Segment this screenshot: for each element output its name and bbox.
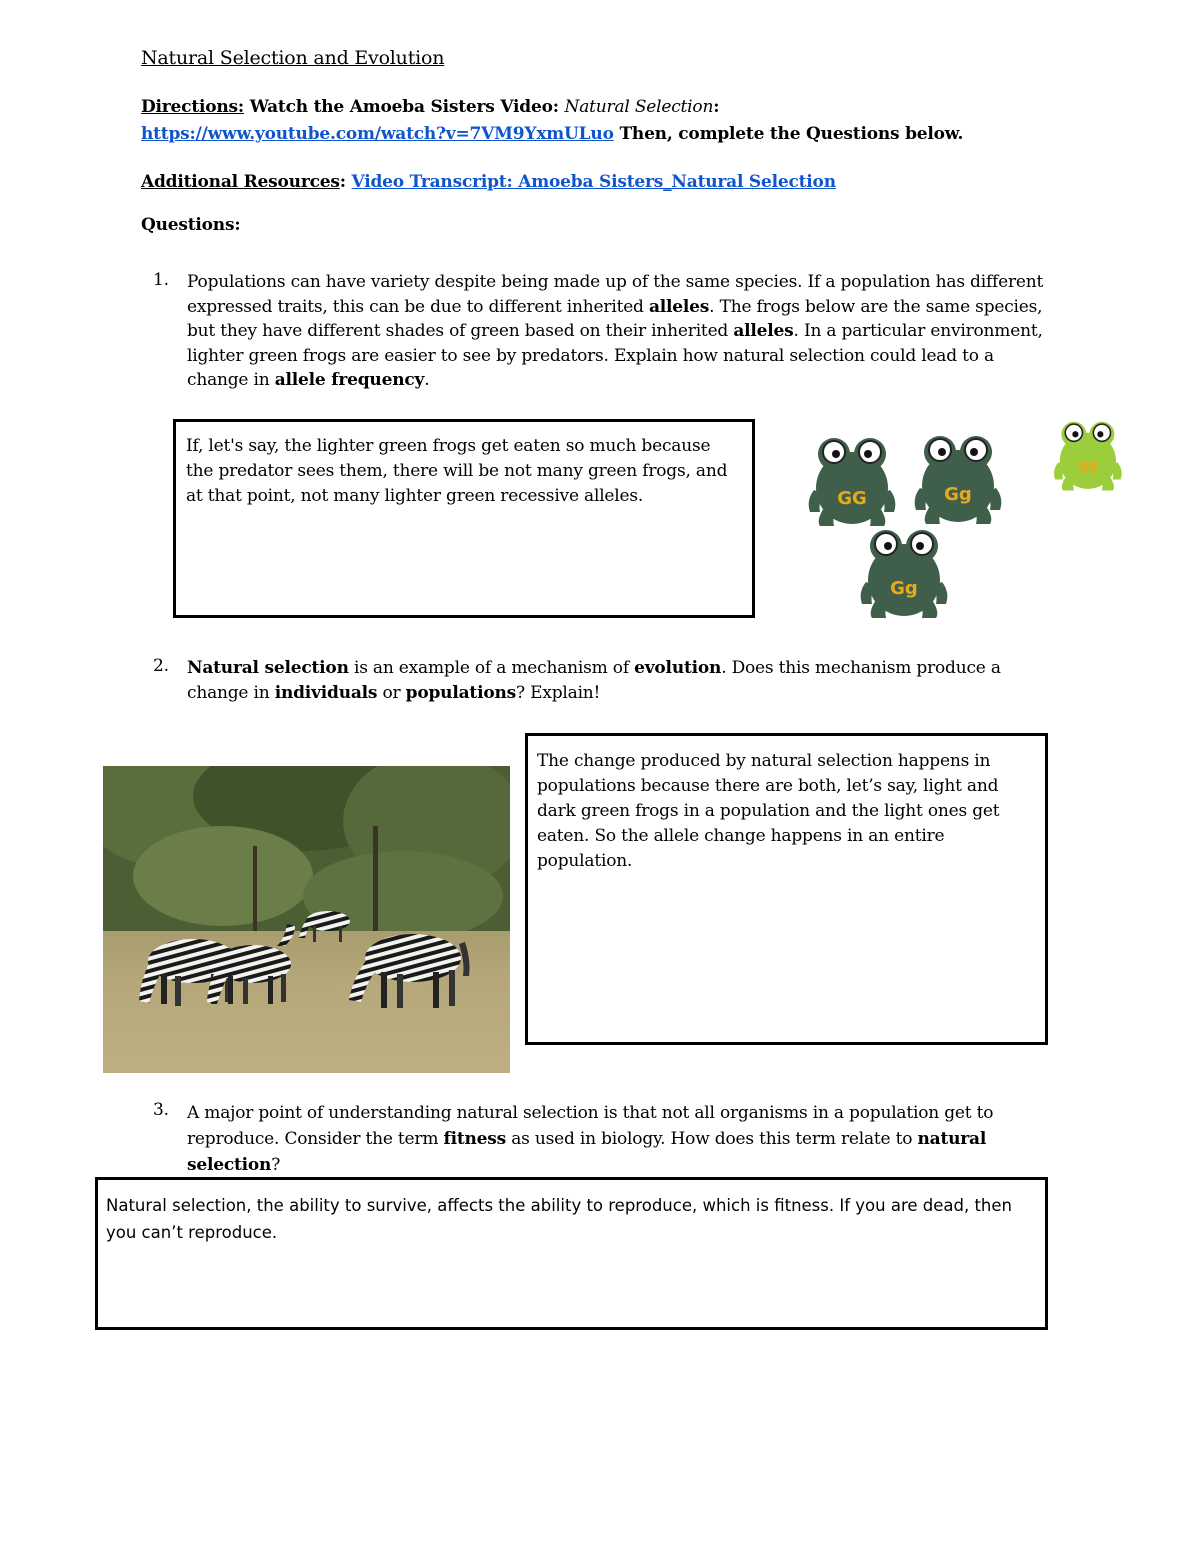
q2-bold: individuals	[274, 682, 378, 703]
frog-label: Gg	[890, 578, 918, 599]
directions-url-line	[141, 124, 963, 144]
frogs-illustration	[800, 410, 1140, 620]
questions-label: Questions:	[141, 215, 241, 235]
directions-line	[141, 97, 719, 117]
frog-2	[915, 436, 1002, 524]
video-link[interactable]: https://www.youtube.com/watch?v=7VM9YxmULuo	[141, 124, 614, 144]
q2-answer-text: The change produced by natural selection happens in populations because there are both, let’s say, light and dark green frogs in a population and the light ones get eaten. So the allele change happens in an entire population.	[537, 751, 1000, 871]
q1-part: .	[424, 370, 430, 390]
q2-part: ? Explain!	[516, 682, 601, 703]
q2-number: 2.	[153, 656, 169, 676]
frog-1	[809, 438, 896, 526]
frog-3	[1054, 422, 1122, 491]
q2-part: or	[377, 682, 406, 703]
frog-body	[1054, 422, 1122, 491]
resources-line	[141, 172, 836, 192]
q1-number: 1.	[153, 270, 169, 290]
q1-part: . In a particular environment, lighter green frogs are easier to see by predators. Explain how natural selection could lead to a change in	[187, 321, 1043, 390]
directions-colon: :	[713, 97, 720, 117]
q1-part: Populations can have variety despite being made up of the same species. If a population has different expressed traits, this can be due to different inherited	[187, 272, 1044, 317]
zebra-photo	[103, 766, 510, 1073]
frog-body	[809, 438, 896, 526]
frog-label: GG	[837, 488, 867, 509]
q2-bold: populations	[405, 682, 516, 703]
q3-number: 3.	[153, 1100, 169, 1120]
frog-body	[861, 530, 948, 618]
q3-part: as used in biology. How does this term relate to	[506, 1129, 918, 1149]
video-title: Natural Selection	[564, 97, 714, 117]
directions-after: Then, complete the Questions below.	[613, 124, 964, 144]
q2-bold: evolution	[634, 658, 722, 678]
q2-answer-box[interactable]	[525, 733, 1048, 1045]
q1-bold: alleles	[648, 296, 710, 317]
q3-text	[187, 1100, 1047, 1178]
q3-answer-box[interactable]	[95, 1177, 1048, 1330]
q1-answer-text: If, let's say, the lighter green frogs get eaten so much because the predator sees them, there will be not many green frogs, and at that point, not many lighter green recessive alleles.	[186, 436, 728, 506]
q2-bold: Natural selection	[187, 658, 349, 678]
q1-bold: alleles	[733, 321, 794, 341]
directions-label: Directions:	[141, 97, 244, 117]
q1-part: . The frogs below are the same species, but they have different shades of green based on their inherited	[187, 296, 1043, 341]
transcript-link[interactable]: Video Transcript: Amoeba Sisters_Natural Selection	[351, 172, 836, 192]
q2-text	[187, 656, 1017, 705]
frog-body	[915, 436, 1002, 524]
page-title: Natural Selection and Evolution	[141, 47, 445, 69]
directions-text: Watch the Amoeba Sisters Video:	[249, 97, 565, 117]
q3-part: ?	[271, 1155, 281, 1175]
q1-bold: allele frequency	[274, 370, 425, 390]
frog-label: gg	[1077, 458, 1098, 475]
frog-4	[861, 530, 948, 618]
q2-part: . Does this mechanism produce a change in	[187, 658, 1001, 703]
resources-colon: :	[339, 172, 346, 192]
q1-text	[187, 270, 1057, 393]
q3-bold: natural selection	[187, 1129, 987, 1175]
q3-bold: fitness	[443, 1129, 507, 1149]
q3-answer-text: Natural selection, the ability to survive, affects the ability to reproduce, which is fitness. If you are dead, then you can’t reproduce.	[106, 1196, 1013, 1242]
q1-answer-box[interactable]	[173, 419, 755, 618]
frog-label: Gg	[944, 484, 972, 505]
resources-label: Additional Resources	[141, 172, 340, 192]
q2-part: is an example of a mechanism of	[348, 658, 635, 678]
q3-part: A major point of understanding natural selection is that not all organisms in a population get to reproduce. Consider the term	[187, 1103, 994, 1149]
